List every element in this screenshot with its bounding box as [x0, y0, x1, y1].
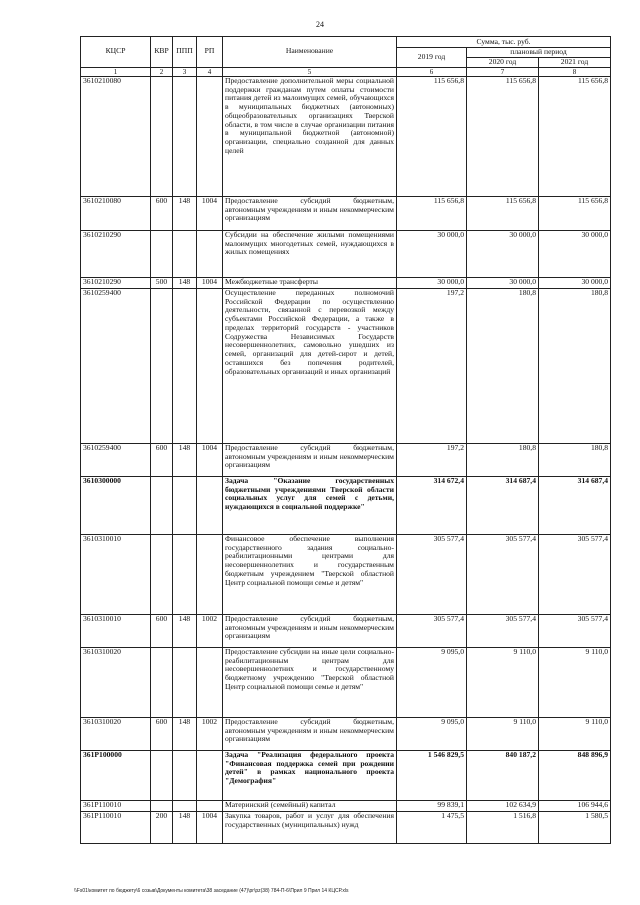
cell-2020: 115 656,8	[467, 76, 539, 196]
cell-rp: 1002	[197, 717, 223, 750]
cell-name: Материнский (семейный) капитал	[223, 800, 397, 811]
cell-2020: 9 110,0	[467, 717, 539, 750]
cell-2019: 305 577,4	[397, 614, 467, 647]
cell-rp: 1002	[197, 614, 223, 647]
table-row	[81, 76, 611, 196]
cell-name: Предоставление субсидий бюджетным, автономным учреждениям и иным некоммерческим организациям	[223, 196, 397, 230]
cell-rp: 1004	[197, 277, 223, 288]
cell-kvr: 500	[151, 277, 173, 288]
cell-2020: 1 516,8	[467, 811, 539, 843]
cell-ppp: 148	[173, 614, 197, 647]
cell-rp: 1004	[197, 196, 223, 230]
cell-name: Межбюджетные трансферты	[223, 277, 397, 288]
cell-kvr	[151, 750, 173, 800]
table-row	[81, 647, 611, 717]
cell-name: Закупка товаров, работ и услуг для обеспечения государственных (муниципальных) нужд	[223, 811, 397, 843]
table-row	[81, 800, 611, 811]
header-kcsr: КЦСР	[81, 37, 151, 68]
cell-2021: 106 944,6	[539, 800, 611, 811]
table-row	[81, 476, 611, 534]
cell-kcsr: 3610310020	[81, 647, 151, 717]
cell-name: Задача "Оказание государственных бюджетными учреждениями Тверской области социальных услуг для семей с детьми, нуждающихся в социальной поддержке"	[223, 476, 397, 534]
cell-2021: 9 110,0	[539, 647, 611, 717]
cell-2019: 30 000,0	[397, 277, 467, 288]
cell-2020: 115 656,8	[467, 196, 539, 230]
cell-kcsr: 3610310010	[81, 534, 151, 614]
table-header	[81, 37, 611, 77]
table-body	[81, 76, 611, 843]
cell-rp	[197, 647, 223, 717]
cell-2020: 305 577,4	[467, 614, 539, 647]
cell-name: Предоставление дополнительной меры социальной поддержки гражданам путем оплаты стоимости питания детей из малоимущих семей, обучающихся в муниципальных бюджетных (автономных) общеобразовательных организациях Тверской области, в том числе в случае организации питания в муниципальной бюджетной (автономной) организации, специально созданной для данных целей	[223, 76, 397, 196]
cell-kcsr: 361P100000	[81, 750, 151, 800]
cell-2019: 197,2	[397, 443, 467, 476]
header-year-2020: 2020 год	[467, 57, 539, 67]
table-row	[81, 717, 611, 750]
cell-2020: 305 577,4	[467, 534, 539, 614]
cell-name: Субсидии на обеспечение жилыми помещениями малоимущих многодетных семей, нуждающихся в жилых помещениях	[223, 230, 397, 277]
cell-2021: 305 577,4	[539, 614, 611, 647]
table-row	[81, 277, 611, 288]
cell-2019: 30 000,0	[397, 230, 467, 277]
cell-kcsr: 3610210290	[81, 277, 151, 288]
cell-kcsr: 361P110010	[81, 800, 151, 811]
cell-2020: 102 634,9	[467, 800, 539, 811]
table-row	[81, 750, 611, 800]
cell-2019: 197,2	[397, 288, 467, 443]
cell-2019: 1 546 829,5	[397, 750, 467, 800]
cell-kcsr: 3610310020	[81, 717, 151, 750]
cell-2021: 1 580,5	[539, 811, 611, 843]
cell-2021: 30 000,0	[539, 230, 611, 277]
header-plan-period: плановый период	[467, 48, 611, 58]
cell-kvr: 200	[151, 811, 173, 843]
cell-2021: 115 656,8	[539, 196, 611, 230]
cell-2021: 115 656,8	[539, 76, 611, 196]
cell-kvr	[151, 534, 173, 614]
cell-ppp	[173, 647, 197, 717]
cell-2020: 9 110,0	[467, 647, 539, 717]
cell-ppp	[173, 750, 197, 800]
cell-rp	[197, 230, 223, 277]
cell-ppp: 148	[173, 811, 197, 843]
column-number: 3	[173, 67, 197, 76]
cell-2021: 314 687,4	[539, 476, 611, 534]
column-number: 7	[467, 67, 539, 76]
footer-file-path: \\Fs01\комитет по бюджету\6 созыв\Документы комитета\38 заседание (47)\pr\pz(38) 784-П-6\Прил 9 Прил 14 КЦСР.xls	[74, 888, 349, 894]
cell-ppp: 148	[173, 443, 197, 476]
cell-2021: 305 577,4	[539, 534, 611, 614]
cell-ppp	[173, 534, 197, 614]
cell-ppp	[173, 800, 197, 811]
cell-2020: 30 000,0	[467, 277, 539, 288]
cell-ppp	[173, 476, 197, 534]
cell-kcsr: 3610310010	[81, 614, 151, 647]
table-row	[81, 811, 611, 843]
cell-kcsr: 3610210290	[81, 230, 151, 277]
cell-2019: 9 095,0	[397, 647, 467, 717]
cell-2020: 180,8	[467, 288, 539, 443]
table-row	[81, 614, 611, 647]
cell-2019: 314 672,4	[397, 476, 467, 534]
cell-kvr	[151, 230, 173, 277]
cell-2021: 180,8	[539, 288, 611, 443]
cell-ppp: 148	[173, 277, 197, 288]
cell-name: Финансовое обеспечение выполнения государственного задания социально-реабилитационными центрами для несовершеннолетних и государственным бюджетным учреждением "Тверской областной Центр социальной помощи семье и детям"	[223, 534, 397, 614]
cell-name: Предоставление субсидии на иные цели социально-реабилитационным центрам для несовершеннолетних и государственному бюджетному учреждению "Тверской областной Центр социальной помощи семье и детям"	[223, 647, 397, 717]
cell-kcsr: 3610300000	[81, 476, 151, 534]
column-number: 1	[81, 67, 151, 76]
cell-rp	[197, 288, 223, 443]
cell-ppp	[173, 230, 197, 277]
cell-2021: 9 110,0	[539, 717, 611, 750]
cell-kcsr: 3610259400	[81, 443, 151, 476]
cell-kcsr: 3610259400	[81, 288, 151, 443]
cell-ppp: 148	[173, 196, 197, 230]
cell-2020: 30 000,0	[467, 230, 539, 277]
cell-2019: 9 095,0	[397, 717, 467, 750]
cell-kvr	[151, 76, 173, 196]
cell-2019: 115 656,8	[397, 76, 467, 196]
header-sum: Сумма, тыс. руб.	[397, 37, 611, 48]
cell-2021: 30 000,0	[539, 277, 611, 288]
cell-2019: 1 475,5	[397, 811, 467, 843]
cell-rp	[197, 476, 223, 534]
column-number: 5	[223, 67, 397, 76]
cell-kvr: 600	[151, 196, 173, 230]
header-rp: РП	[197, 37, 223, 68]
cell-rp	[197, 800, 223, 811]
table-row	[81, 230, 611, 277]
header-kvr: КВР	[151, 37, 173, 68]
cell-2019: 305 577,4	[397, 534, 467, 614]
cell-name: Предоставление субсидий бюджетным, автономным учреждениям и иным некоммерческим организациям	[223, 717, 397, 750]
cell-2021: 848 896,9	[539, 750, 611, 800]
header-ppp: ППП	[173, 37, 197, 68]
column-number: 4	[197, 67, 223, 76]
cell-rp: 1004	[197, 811, 223, 843]
header-year-2019: 2019 год	[397, 48, 467, 68]
table-row	[81, 443, 611, 476]
cell-kvr: 600	[151, 717, 173, 750]
cell-2019: 115 656,8	[397, 196, 467, 230]
column-number: 2	[151, 67, 173, 76]
cell-kvr	[151, 288, 173, 443]
cell-name: Предоставление субсидий бюджетным, автономным учреждениям и иным некоммерческим организациям	[223, 614, 397, 647]
cell-2020: 840 187,2	[467, 750, 539, 800]
cell-rp	[197, 750, 223, 800]
cell-kvr	[151, 476, 173, 534]
table-row	[81, 534, 611, 614]
cell-rp	[197, 534, 223, 614]
cell-name: Задача "Реализация федерального проекта "Финансовая поддержка семей при рождении детей" в рамках национального проекта "Демография"	[223, 750, 397, 800]
cell-kvr: 600	[151, 614, 173, 647]
cell-kvr	[151, 800, 173, 811]
cell-kvr: 600	[151, 443, 173, 476]
header-year-2021: 2021 год	[539, 57, 611, 67]
table-row	[81, 288, 611, 443]
column-number: 8	[539, 67, 611, 76]
cell-2020: 180,8	[467, 443, 539, 476]
cell-kcsr: 361P110010	[81, 811, 151, 843]
cell-rp: 1004	[197, 443, 223, 476]
cell-rp	[197, 76, 223, 196]
column-numbers-row	[81, 67, 611, 76]
cell-ppp	[173, 288, 197, 443]
cell-2020: 314 687,4	[467, 476, 539, 534]
cell-name: Осуществление переданных полномочий Российской Федерации по осуществлению деятельности, связанной с перевозкой между субъектами Российской Федерации, а также в пределах территорий государств - участников Содружества Независимых Государств несовершеннолетних, самовольно ушедших из семей, организаций для детей-сирот и детей, оставшихся без попечения родителей, образовательных организаций и иных организаций	[223, 288, 397, 443]
cell-ppp	[173, 76, 197, 196]
cell-ppp: 148	[173, 717, 197, 750]
cell-2019: 99 839,1	[397, 800, 467, 811]
cell-kcsr: 3610210080	[81, 76, 151, 196]
budget-table	[80, 36, 611, 844]
column-number: 6	[397, 67, 467, 76]
cell-kvr	[151, 647, 173, 717]
cell-name: Предоставление субсидий бюджетным, автономным учреждениям и иным некоммерческим организациям	[223, 443, 397, 476]
table-row	[81, 196, 611, 230]
header-name: Наименование	[223, 37, 397, 68]
cell-kcsr: 3610210080	[81, 196, 151, 230]
page-number: 24	[316, 20, 324, 29]
cell-2021: 180,8	[539, 443, 611, 476]
